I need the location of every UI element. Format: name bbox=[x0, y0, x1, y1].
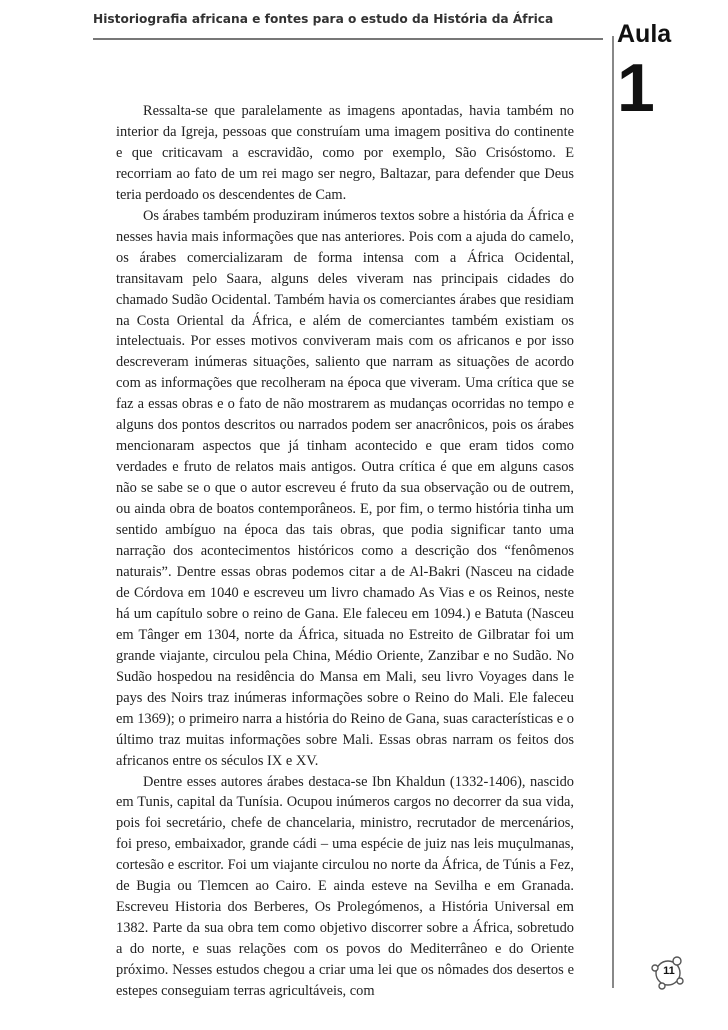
paragraph: Dentre esses autores árabes destaca-se Ibn Khaldun (1332-1406), nascido em Tunis, capital da Tunísia. Ocupou inúmeros cargos no decorrer da sua vida, pois foi secretário, chefe de chancelaria, ministro, recrutador de mercenários, foi preso, embaixador, grande cádi – uma espécie de juiz nas leis muçulmanas, cortesão e escritor. Foi um viajante circulou no norte da África, de Túnis a Fez, de Bugia ou Tlemcen ao Cairo. E ainda esteve na Sevilha e em Granada. Escreveu Historia dos Berberes, Os Prolegómenos, a História Universal em 1382. Parte da sua obra tem como objetivo discorrer sobre a África, sobretudo a do norte, e suas relações com os povos do Mediterrâneo e do Oriente próximo. Nesses estudos chegou a criar uma lei que os nômades dos desertos e estepes conseguiam terras agricultáveis, com bbox=[116, 773, 574, 1000]
lesson-label: Aula bbox=[617, 20, 672, 48]
page-number-badge bbox=[650, 955, 686, 991]
header-rule bbox=[93, 38, 603, 40]
paragraph: Ressalta-se que paralelamente as imagens apontadas, havia também no interior da Igreja, pessoas que construíam uma imagem positiva do continente e que criticavam a escravidão, como por exemplo, São Crisóstomo. E recorriam ao fato de um rei mago ser negro, Baltazar, para defender que Deus teria perdoado os descendentes de Cam. bbox=[116, 103, 574, 203]
paragraph: Os árabes também produziram inúmeros textos sobre a história da África e nesses havia mais informações que nas anteriores. Pois com a ajuda do camelo, os árabes comercializaram de forma intensa com a África Ocidental, transitavam pelo Saara, alguns deles viveram nas principais cidades do chamado Sudão Ocidental. Também havia os comerciantes árabes que residiam na Costa Oriental da África, e além de comerciantes também existiam os intelectuais. Por esses motivos conviveram mais com os africanos e por isso descreveram inúmeras situações, saliento que narram as situações de acordo com as informações que recolheram na época que viveram. Uma crítica que se faz a essas obras e o fato de não mostrarem as mudanças ocorridas no tempo e alguns dos pontos descritos ou narrados podem ser anacrônicos, pois os árabes mencionaram aspectos que já tinham acontecido e que eram tidos como verdades e fruto de relatos mais antigos. Outra crítica é que em alguns casos não se sabe se o que o autor escreveu é fruto da sua observação ou de outrem, ou ainda obra de boatos contemporâneos. E, por fim, o termo história tinha um sentido ambíguo na época das tais obras, que podia significar tanto uma narração dos acontecimentos históricos como a descrição dos “fenômenos naturais”. Dentre essas obras podemos citar a de Al-Bakri (Nasceu na cidade de Córdova em 1040 e escreveu um livro chamado As Vias e os Reinos, neste há um capítulo sobre o reino de Gana. Ele faleceu em 1094.) e Batuta (Nasceu em Tânger em 1304, norte da África, situada no Estreito de Gilbratar foi um grande viajante, circulou pela China, Médio Oriente, Zanzibar e no Sudão. No Sudão hospedou na residência do Mansa em Mali, seu livro Voyages dans le pays des Noirs traz inúmeras informações sobre o Reino do Mali. Ele faleceu em 1369); o primeiro narra a história do Reino de Gana, suas características e o último traz muitas informações sobre Mali. Essas obras narram os feitos dos africanos entre os séculos IX e XV. bbox=[116, 207, 574, 769]
lesson-number: 1 bbox=[617, 50, 655, 126]
page-number: 11 bbox=[663, 965, 675, 977]
body-text bbox=[116, 101, 574, 1002]
margin-rule bbox=[612, 36, 614, 988]
running-header: Historiografia africana e fontes para o estudo da História da África bbox=[93, 12, 554, 26]
